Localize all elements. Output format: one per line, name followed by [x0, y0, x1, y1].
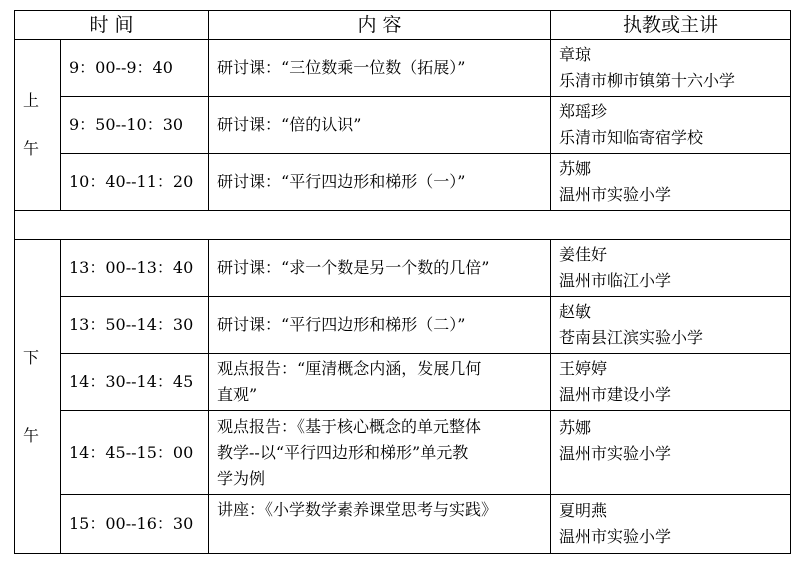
presenter-name: 苏娜	[559, 418, 592, 437]
presenter-cell	[551, 354, 791, 411]
content-line: 观点报告：《基于核心概念的单元整体	[217, 416, 482, 436]
content-line: 教学--以“平行四边形和梯形”单元教	[217, 442, 469, 462]
presenter-school: 温州市实验小学	[559, 185, 672, 204]
presenter-school: 苍南县江滨实验小学	[559, 328, 704, 347]
presenter-cell	[551, 411, 791, 495]
break-cell	[15, 211, 791, 240]
presenter-name: 姜佳好	[559, 245, 608, 264]
table-row	[15, 40, 791, 97]
content-line: 观点报告：“厘清概念内涵，发展几何	[217, 359, 482, 378]
time-cell: 13：00--13：40	[61, 240, 209, 297]
presenter-school: 温州市临江小学	[559, 271, 672, 290]
period-afternoon	[15, 240, 61, 554]
presenter-cell	[551, 240, 791, 297]
content-cell: 研讨课：“倍的认识”	[209, 97, 551, 154]
header-content: 内 容	[209, 11, 551, 40]
time-cell: 13：50--14：30	[61, 297, 209, 354]
presenter-name: 夏明燕	[559, 501, 608, 520]
table-row	[15, 354, 791, 411]
content-cell: 研讨课：“三位数乘一位数（拓展）”	[209, 40, 551, 97]
table-row	[15, 495, 791, 554]
time-cell: 9：00--9：40	[61, 40, 209, 97]
presenter-school: 温州市实验小学	[559, 444, 672, 463]
period-morning	[15, 40, 61, 211]
presenter-school: 乐清市知临寄宿学校	[559, 128, 704, 147]
content-cell	[209, 354, 551, 411]
content-cell: 研讨课：“平行四边形和梯形（二）”	[209, 297, 551, 354]
content-cell: 研讨课：“平行四边形和梯形（一）”	[209, 154, 551, 211]
presenter-cell	[551, 154, 791, 211]
period-label: 午	[23, 139, 40, 158]
content-line: 直观”	[217, 385, 258, 404]
table-row	[15, 297, 791, 354]
header-time: 时 间	[15, 11, 209, 40]
presenter-name: 苏娜	[559, 159, 592, 178]
presenter-cell	[551, 297, 791, 354]
table-row	[15, 240, 791, 297]
schedule-table	[14, 10, 791, 554]
content-cell	[209, 411, 551, 495]
table-row	[15, 411, 791, 495]
presenter-school: 温州市实验小学	[559, 527, 672, 546]
presenter-school: 温州市建设小学	[559, 385, 672, 404]
period-label: 上	[23, 91, 40, 110]
content-cell	[209, 495, 551, 554]
time-cell: 14：30--14：45	[61, 354, 209, 411]
time-cell: 10：40--11：20	[61, 154, 209, 211]
time-cell: 15：00--16：30	[61, 495, 209, 554]
table-row	[15, 97, 791, 154]
break-row	[15, 211, 791, 240]
presenter-name: 王婷婷	[559, 359, 608, 378]
time-cell: 14：45--15：00	[61, 411, 209, 495]
presenter-name: 郑瑶珍	[559, 102, 608, 121]
presenter-name: 赵敏	[559, 302, 592, 321]
presenter-name: 章琼	[559, 45, 592, 64]
presenter-school: 乐清市柳市镇第十六小学	[559, 71, 736, 90]
content-line: 学为例	[217, 468, 266, 488]
content-line: 讲座：《小学数学素养课堂思考与实践》	[217, 500, 498, 519]
period-label: 午	[23, 425, 40, 445]
presenter-cell	[551, 97, 791, 154]
time-cell: 9：50--10：30	[61, 97, 209, 154]
presenter-cell	[551, 495, 791, 554]
header-row	[15, 11, 791, 40]
header-presenter: 执教或主讲	[551, 11, 791, 40]
content-cell: 研讨课：“求一个数是另一个数的几倍”	[209, 240, 551, 297]
presenter-cell	[551, 40, 791, 97]
table-row	[15, 154, 791, 211]
period-label: 下	[23, 347, 40, 367]
